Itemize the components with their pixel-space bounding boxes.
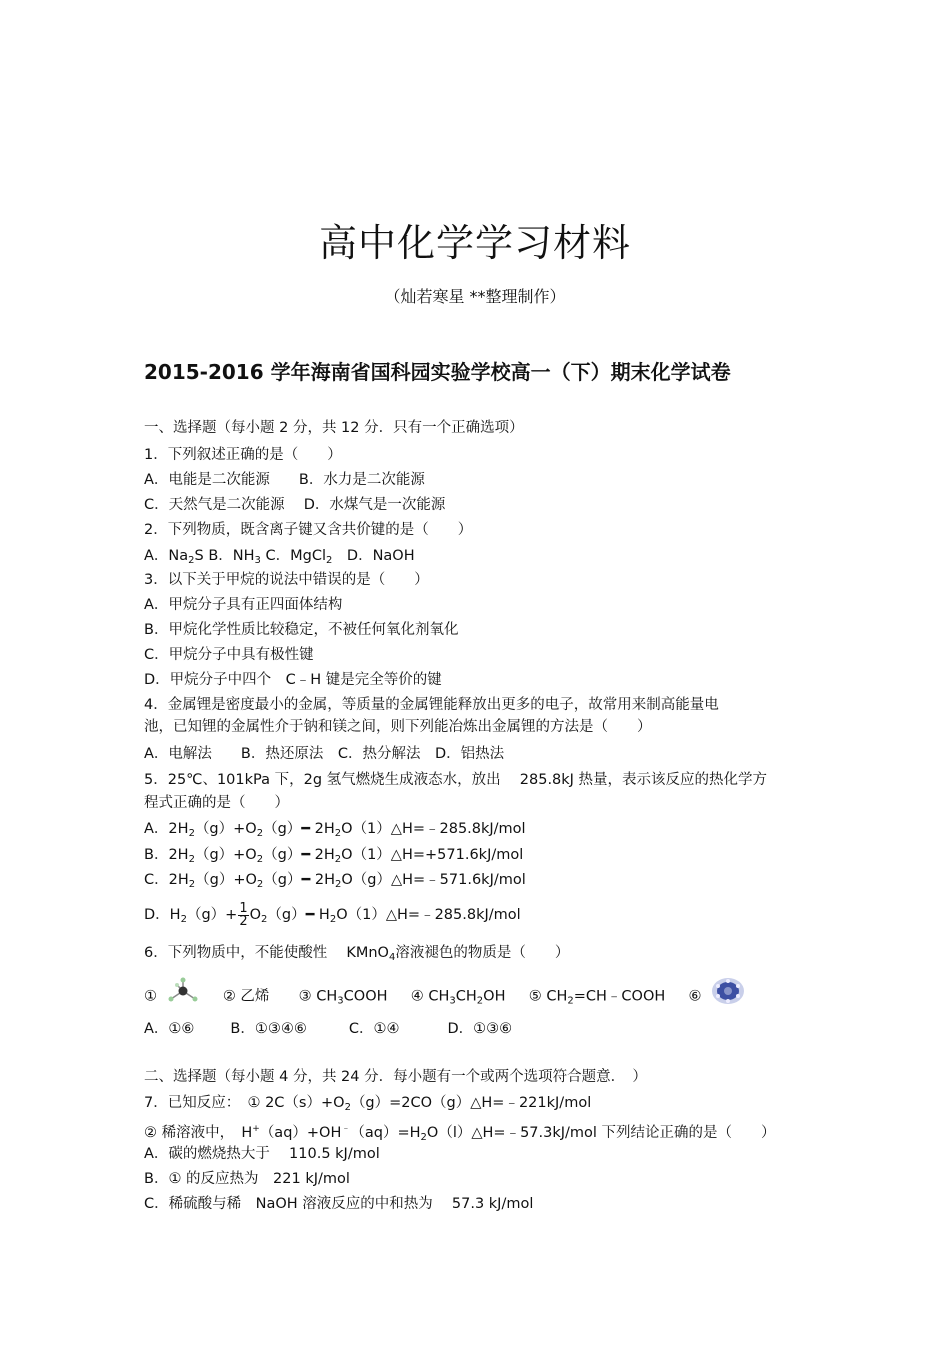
q5-option-a: A．$2H_2(g)+O_2(g)━$ $2H_2O(1)\triangle H=﹣285.8kJ$/mol [144,821,526,839]
q1-options-cd: C．天然气是二次能源 D．水煤气是一次能源 [144,497,446,513]
q2-opt-d: D．NaOH [332,548,415,564]
q2-opt-a: A．Na [144,548,189,564]
q7-stem-line2: ② 稀溶液中， $H^+(aq)+OH^﹣(aq)=H_2O(l)\triangle H=﹣57.3kJ$/mol 下列结论正确的是（ ） [144,1124,776,1143]
q3-option-a: A．甲烷分子具有正四面体结构 [144,597,343,613]
q5-stem-line2: 程式正确的是（ ） [144,795,289,811]
q5-stem-line1: 5．25℃、101kPa 下，2g 氢气燃烧生成液态水，放出 285.8kJ 热量，表示该反应的热化学方 [144,772,768,788]
q2-stem: 2．下列物质，既含离子键又含共价键的是（ ） [144,522,473,538]
q2-opt-b: S B．NH [194,548,255,564]
section2-heading: 二、选择题（每小题 4 分，共 24 分．每小题有一个或两个选项符合题意． ） [144,1069,647,1085]
one-half-fraction: $\frac{1}{2}$ [239,900,248,929]
q3-option-c: C．甲烷分子中具有极性键 [144,647,314,663]
q1-stem: 1．下列叙述正确的是（ ） [144,447,342,463]
q5-option-b-tail: （1）△H=+571.6kJ/mol [352,847,524,863]
paper-title: 2015-2016 学年海南省国科园实验学校高一（下）期末化学试卷 [144,360,731,384]
q5-option-c: C．$2H_2(g)+O_2(g)━$ $2H_2O(g)\triangle H=﹣571.6kJ$/mol [144,872,526,890]
q5-option-c-tail: （g）△H=﹣571.6kJ/mol [352,872,526,888]
q3-option-d: D．甲烷分子中四个 C﹣H 键是完全等价的键 [144,672,442,688]
q3-option-b: B．甲烷化学性质比较稳定，不被任何氧化剂氧化 [144,622,459,638]
q4-options: A．电解法 B．热还原法 C．热分解法 D．铝热法 [144,746,505,762]
q5-option-a-tail: （1）△H=﹣285.8kJ/mol [352,821,526,837]
q6-items: ① ② 乙烯 ③ $CH_3COOH$ ④ $CH_3CH_2OH$ ⑤ $CH_2=CH﹣COOH$ ⑥ [144,976,750,1017]
q4-stem-line2: 池，已知锂的金属性介于钠和镁之间，则下列能冶炼出金属锂的方法是（ ） [144,719,652,735]
q2-options: A．$Na_2S$ B．$NH_3$ C．MgCl$_2$ D．NaOH [144,548,415,566]
q5-option-d: D．$H_2(g)+$ $\frac{1}{2}$ $O_2(g)━$ $H_2O(1)\triangle H=﹣285.8kJ$/mol [144,900,521,929]
q4-stem-line1: 4．金属锂是密度最小的金属，等质量的金属锂能释放出更多的电子，故常用来制高能量电 [144,697,719,713]
q2-opt-c: C．MgCl [260,548,327,564]
document-subtitle: （灿若寒星 **整理制作） [384,287,566,306]
q7-option-b: B．① 的反应热为 221 kJ/mol [144,1171,350,1187]
benzene-model-icon [710,976,746,1017]
q1-options-ab: A．电能是二次能源 B．水力是二次能源 [144,472,425,488]
q6-options: A．①⑥ B．①③④⑥ C．①④ D．①③⑥ [144,1021,513,1037]
document-title: 高中化学学习材料 [318,221,631,265]
q5-option-d-tail: （1）△H=﹣285.8kJ/mol [347,907,521,923]
q7-stem-line1: 7．已知反应： ① $2C(s)+O_2(g)=2CO(g)\triangle H=﹣221kJ$/mol [144,1095,592,1113]
q3-stem: 3．以下关于甲烷的说法中错误的是（ ） [144,572,429,588]
q5-option-b: B．$2H_2(g)+O_2(g)━$ $2H_2O(1)\triangle H=+571.6kJ$/mol [144,847,524,865]
methane-molecule-icon [166,977,200,1016]
section1-heading: 一、选择题（每小题 2 分，共 12 分．只有一个正确选项） [144,420,524,436]
q6-stem: 6．下列物质中，不能使酸性 KMnO$_4$溶液褪色的物质是（ ） [144,945,570,963]
q7-option-a: A．碳的燃烧热大于 110.5 kJ/mol [144,1146,380,1162]
q7-option-c: C．稀硫酸与稀 NaOH 溶液反应的中和热为 57.3 kJ/mol [144,1196,534,1212]
